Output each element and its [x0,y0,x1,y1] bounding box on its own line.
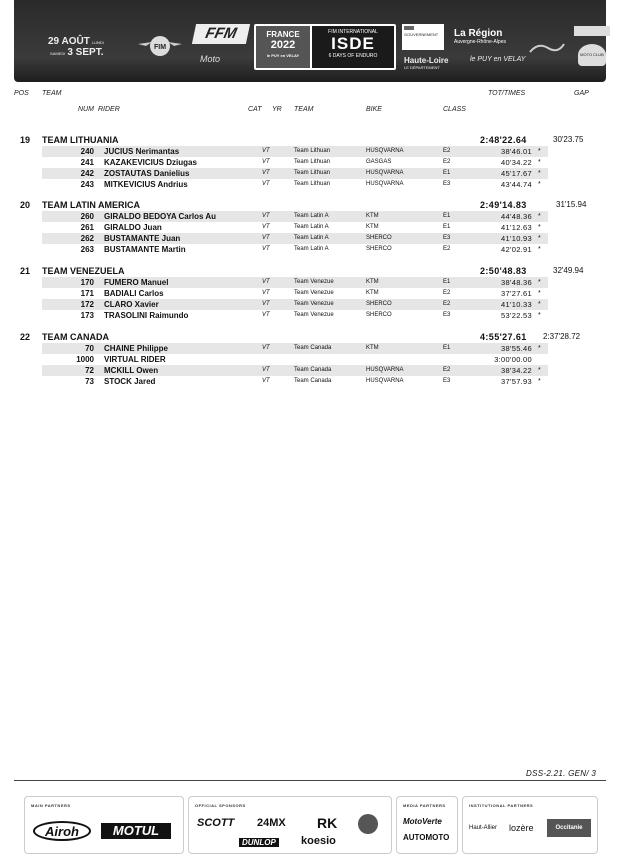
rider-class: E2 [443,148,451,154]
rider-row [42,244,548,255]
rider-name: KAZAKEVICIUS Dziugas [104,158,197,167]
rider-num: 70 [85,344,94,353]
rider-mark: * [538,246,541,253]
rider-num: 261 [80,223,94,232]
institutional-partners-box [462,796,598,854]
rider-mark: * [538,301,541,308]
rider-bike: SHERCO [366,312,392,318]
rider-row [42,288,548,299]
rider-num: 1000 [76,355,94,364]
rider-bike: HUSQVARNA [366,181,404,187]
rider-cat: VT [262,345,270,351]
team-gap: 31'15.94 [556,200,587,209]
official-sponsors-box [188,796,392,854]
rider-mark: * [538,312,541,319]
rider-team: Team Venezue [294,301,334,307]
rider-time: 38'55.46 [501,344,532,353]
isde-subtitle: 6 DAYS OF ENDURO [328,53,378,59]
rider-row [42,365,548,376]
date-day1-tag: LUNDI [91,40,104,45]
rider-bike: HUSQVARNA [366,148,404,154]
rider-team: Team Latin A [294,213,329,219]
rider-num: 173 [80,311,94,320]
rider-row [42,146,548,157]
col-tot-times: TOT/TIMES [488,90,526,97]
rider-time: 43'44.74 [501,180,532,189]
rider-name: TRASOLINI Raimundo [104,311,189,320]
rider-bike: KTM [366,290,379,296]
team-gap: 32'49.94 [553,266,584,275]
rider-class: E3 [443,378,451,384]
page-reference: DSS-2.21. GEN/ 3 [526,769,597,778]
rider-time: 37'27.61 [501,289,532,298]
rider-num: 171 [80,289,94,298]
rider-name: STOCK Jared [104,377,156,386]
col-yr: YR [272,106,282,113]
hauteloire-sub: LE DÉPARTEMENT [404,65,440,70]
team-name: TEAM VENEZUELA [42,266,125,276]
rider-team: Team Lithuan [294,181,331,187]
rider-mark: * [538,279,541,286]
moto-verte-logo: MotoVerte [403,817,442,826]
fim-logo-text: FIM [153,44,167,51]
puy-logo: le PUY en VELAY [470,56,526,63]
rider-bike: KTM [366,345,379,351]
team-pos: 20 [20,200,31,210]
rider-num: 72 [85,366,94,375]
rider-row [42,277,548,288]
team-gap: 30'23.75 [553,135,584,144]
automoto-logo: AUTOMOTO [403,833,450,842]
team-name: TEAM LATIN AMERICA [42,200,140,210]
rider-num: 243 [80,180,94,189]
scott-logo: SCOTT [197,817,235,829]
rider-cat: VT [262,235,270,241]
rider-class: E3 [443,312,451,318]
rider-class: E2 [443,246,451,252]
rider-num: 263 [80,245,94,254]
event-dates [48,36,106,58]
rider-time: 44'48.36 [501,212,532,221]
rider-cat: VT [262,378,270,384]
rider-mark: * [538,224,541,231]
rider-name: MCKILL Owen [104,366,159,375]
rider-num: 262 [80,234,94,243]
rider-mark: * [538,378,541,385]
rider-name: CHAINE Philippe [104,344,169,353]
rider-cat: VT [262,181,270,187]
rider-cat: VT [262,290,270,296]
fim-logo [136,34,184,58]
rider-cat: VT [262,213,270,219]
rider-time: 37'57.93 [501,377,532,386]
rider-class: E1 [443,279,451,285]
event-banner [14,0,606,82]
rider-class: E3 [443,235,451,241]
rider-time: 42'02.91 [501,245,532,254]
rider-time: 41'10.33 [501,300,532,309]
rider-cat: VT [262,301,270,307]
rider-mark: * [538,159,541,166]
rider-class: E1 [443,170,451,176]
date-day2-tag: SAMEDI [50,51,66,56]
col-rider: RIDER [98,106,120,113]
team-total: 4:55'27.61 [480,332,527,342]
col-class: CLASS [443,106,466,113]
col-num: NUM [78,106,94,113]
rider-mark: * [538,235,541,242]
sponsor-logo-2 [574,26,610,36]
team-pos: 19 [20,135,31,145]
rider-num: 241 [80,158,94,167]
rider-bike: KTM [366,213,379,219]
rider-num: 73 [85,377,94,386]
team-name: TEAM LITHUANIA [42,135,119,145]
team-gap: 2:37'28.72 [543,332,581,341]
rider-name: BADIALI Carlos [104,289,164,298]
rider-team: Team Lithuan [294,159,331,165]
main-partners-box [24,796,184,854]
rider-team: Team Venezue [294,290,334,296]
rider-team: Team Venezue [294,279,334,285]
rider-time: 38'48.36 [501,278,532,287]
rider-mark: * [538,170,541,177]
rider-class: E1 [443,345,451,351]
rider-mark: * [538,290,541,297]
rider-class: E2 [443,159,451,165]
motul-logo: MOTUL [101,823,171,839]
team-pos: 21 [20,266,31,276]
rider-team: Team Lithuan [294,170,331,176]
rider-row [42,233,548,244]
rider-row [42,179,548,190]
rider-mark: * [538,148,541,155]
rider-class: E2 [443,301,451,307]
rider-bike: SHERCO [366,246,392,252]
footer-divider [14,780,606,781]
col-team: TEAM [42,90,62,97]
isde-logo [254,24,396,70]
team-total: 2:50'48.83 [480,266,527,276]
team-total: 2:48'22.64 [480,135,527,145]
rider-row [42,168,548,179]
rider-cat: VT [262,312,270,318]
rider-row [42,157,548,168]
rider-bike: HUSQVARNA [366,378,404,384]
rider-time: 38'46.01 [501,147,532,156]
rider-name: JUCIUS Nerimantas [104,147,180,156]
isde-title: ISDE [331,34,375,53]
rider-name: VIRTUAL RIDER [104,355,166,364]
hauteloire-logo [404,56,448,70]
rider-team: Team Latin A [294,246,329,252]
ffm-logo: FFM [192,24,250,44]
rider-row [42,299,548,310]
isde-france: FRANCE [266,30,300,39]
occitanie-logo: Occitanie [547,819,591,837]
isde-city: le PUY en VELAY [266,53,300,58]
rider-bike: SHERCO [366,235,392,241]
rider-time: 38'34.22 [501,366,532,375]
airoh-logo: Airoh [33,821,91,841]
rider-bike: GASGAS [366,159,392,165]
official-sponsors-title: OFFICIAL SPONSORS [195,803,246,808]
rider-num: 260 [80,212,94,221]
koesio-logo: koesio [301,835,336,847]
rider-row [42,354,548,365]
date-day1: 29 AOÛT [48,36,90,47]
rider-mark: * [538,181,541,188]
gouvernement-logo [402,24,444,50]
rider-class: E2 [443,290,451,296]
sponsor-badge-icon [357,813,379,835]
rider-class: E3 [443,181,451,187]
rider-bike: KTM [366,279,379,285]
rider-cat: VT [262,159,270,165]
rider-bike: HUSQVARNA [366,170,404,176]
rider-row [42,211,548,222]
region-label: La Région [454,28,503,39]
rider-name: MITKEVICIUS Andrius [104,180,188,189]
hauteloire-label: Haute-Loire [404,56,449,65]
rider-bike: KTM [366,224,379,230]
rider-name: BUSTAMANTE Martin [104,245,186,254]
rider-row [42,343,548,354]
rider-num: 240 [80,147,94,156]
rider-bike: SHERCO [366,301,392,307]
rider-time: 45'17.67 [501,169,532,178]
rider-mark: * [538,213,541,220]
dunlop-logo: DUNLOP [239,838,279,847]
media-partners-box [396,796,458,854]
rider-name: GIRALDO Juan [104,223,162,232]
media-partners-title: MEDIA PARTNERS [403,803,446,808]
rider-team: Team Latin A [294,224,329,230]
isde-year: 2022 [270,39,296,51]
rider-mark: * [538,345,541,352]
region-logo [454,28,506,45]
rider-cat: VT [262,279,270,285]
team-pos: 22 [20,332,31,342]
rider-time: 53'22.53 [501,311,532,320]
rider-time: 40'34.22 [501,158,532,167]
moto-icon [528,40,566,54]
institutional-partners-title: INSTITUTIONAL PARTNERS [469,803,534,808]
col-bike: BIKE [366,106,382,113]
main-partners-title: MAIN PARTNERS [31,803,71,808]
team-total: 2:49'14.83 [480,200,527,210]
rider-row [42,376,548,387]
rider-class: E2 [443,367,451,373]
gouvernement-label: GOUVERNEMENT [404,32,439,37]
rider-name: CLARO Xavier [104,300,159,309]
rider-name: FUMERO Manuel [104,278,169,287]
rider-name: ZOSTAUTAS Danielius [104,169,190,178]
rider-num: 170 [80,278,94,287]
rider-team: Team Canada [294,378,332,384]
rider-cat: VT [262,224,270,230]
flag-icon [404,26,414,30]
rider-row [42,222,548,233]
rider-cat: VT [262,170,270,176]
rider-team: Team Venezue [294,312,334,318]
rider-class: E1 [443,224,451,230]
col-cat: CAT [248,106,262,113]
haute-allier-logo: Haut-Allier [469,825,498,831]
rider-cat: VT [262,367,270,373]
col-gap: GAP [574,90,589,97]
rk-logo: RK [317,815,338,831]
rider-time: 3:00'00.00 [494,355,532,364]
rider-num: 242 [80,169,94,178]
rider-cat: VT [262,246,270,252]
team-name: TEAM CANADA [42,332,109,342]
rider-team: Team Canada [294,345,332,351]
24mx-logo: 24MX [257,817,286,829]
rider-team: Team Latin A [294,235,329,241]
lozere-logo: lozère [509,823,534,833]
rider-mark: * [538,367,541,374]
rider-class: E1 [443,213,451,219]
col-team-name: TEAM [294,106,314,113]
rider-name: BUSTAMANTE Juan [104,234,181,243]
isde-fim: FIM INTERNATIONAL [328,29,378,35]
sponsor-logo [528,40,566,54]
rider-num: 172 [80,300,94,309]
rider-name: GIRALDO BEDOYA Carlos Au [104,212,217,221]
rider-row [42,310,548,321]
date-day2: 3 SEPT. [67,47,104,58]
rider-cat: VT [262,148,270,154]
region-sub: Auvergne-Rhône-Alpes [454,39,506,45]
col-pos: POS [14,90,29,97]
rider-team: Team Lithuan [294,148,331,154]
moto-logo: Moto [200,54,221,64]
rider-time: 41'12.63 [501,223,532,232]
rider-time: 41'10.93 [501,234,532,243]
moto-club-logo: MOTO CLUB [578,44,606,66]
rider-team: Team Canada [294,367,332,373]
rider-bike: HUSQVARNA [366,367,404,373]
